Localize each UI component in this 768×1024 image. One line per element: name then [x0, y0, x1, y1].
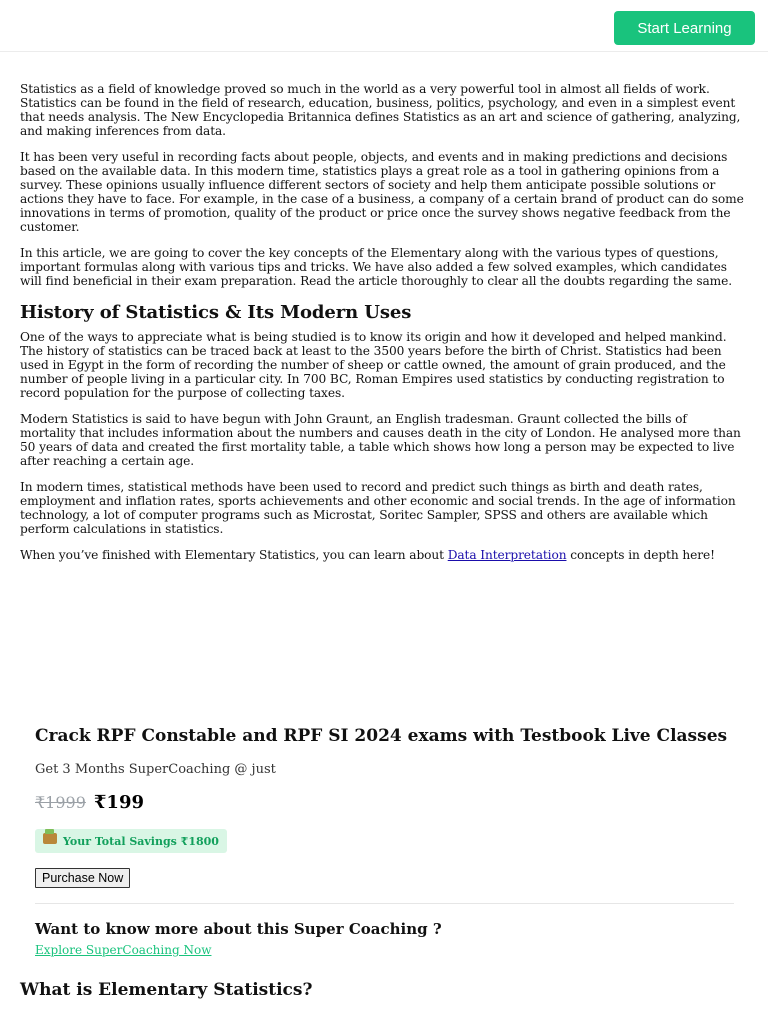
closing-text-prefix: When you’ve finished with Elementary Statistics, you can learn about: [20, 548, 448, 562]
savings-badge: [35, 829, 227, 853]
data-interpretation-link[interactable]: Data Interpretation: [447, 548, 567, 562]
promo-divider: [35, 903, 734, 904]
top-bar: [0, 0, 768, 52]
intro-paragraph-2: It has been very useful in recording facts about people, objects, and events and in making predictions and decisions based on the available data. In this modern time, statistics plays a great role as a tool in gathering opinions from a survey. These opinions usually influence different sectors of society and help them anticipate possible solutions or actions they have to face. For example, in the case of a business, a company of a certain brand of product can do some innovations in terms of promotion, quality of the product or price once the survey shows negative feedback from the customer.: [20, 150, 744, 234]
savings-text: Your Total Savings ₹1800: [63, 834, 219, 848]
purchase-now-button[interactable]: Purchase Now: [35, 868, 130, 888]
discounted-price: ₹199: [93, 792, 145, 813]
elementary-statistics-heading: What is Elementary Statistics?: [20, 980, 313, 1000]
promo-subtitle: Get 3 Months SuperCoaching @ just: [35, 762, 276, 777]
closing-text-suffix: concepts in depth here!: [566, 548, 715, 562]
intro-paragraph-3: In this article, we are going to cover the key concepts of the Elementary along with the various types of questions, important formulas along with various tips and tricks. We have also added a few solved examples, which candidates will find beneficial in their exam preparation. Read the article thoroughly to clear all the doubts regarding the same.: [20, 246, 732, 288]
intro-paragraph-1: Statistics as a field of knowledge proved so much in the world as a very powerful tool in almost all fields of work. Statistics can be found in the field of research, education, business, politics, psychology, and even in a simplest event that needs analysis. The New Encyclopedia Britannica defines Statistics as an art and science of gathering, analyzing, and making inferences from data.: [20, 82, 741, 138]
history-paragraph-3: In modern times, statistical methods have been used to record and predict such things as birth and death rates, employment and inflation rates, sports achievements and other economic and social trends. In the age of information technology, a lot of computer programs such as Microstat, Soritec Sampler, SPSS and others are available which perform calculations in statistics.: [20, 480, 736, 536]
explore-supercoaching-link[interactable]: Explore SuperCoaching Now: [35, 943, 212, 957]
know-more-heading: Want to know more about this Super Coaching ?: [35, 920, 442, 938]
supercoaching-promo-card: [35, 722, 734, 958]
price-row: [35, 792, 734, 813]
start-learning-button[interactable]: Start Learning: [614, 11, 755, 45]
promo-title: Crack RPF Constable and RPF SI 2024 exams with Testbook Live Classes: [35, 726, 728, 746]
original-price: ₹1999: [35, 793, 86, 812]
history-paragraph-1: One of the ways to appreciate what is being studied is to know its origin and how it developed and helped mankind. The history of statistics can be traced back at least to the 3500 years before the birth of Christ. Statistics had been used in Egypt in the form of recording the number of sheep or cattle owned, the amount of grain produced, and the number of people living in a particular city. In 700 BC, Roman Empires used statistics by conducting registration to record population for the purpose of collecting taxes.: [20, 330, 727, 400]
wallet-icon: [43, 833, 57, 844]
history-paragraph-2: Modern Statistics is said to have begun with John Graunt, an English tradesman. Graunt collected the bills of mortality that includes information about the numbers and causes death in the city of London. He analysed more than 50 years of data and created the first mortality table, a table which shows how long a person may be expected to live after reaching a certain age.: [20, 412, 741, 468]
closing-paragraph: [20, 548, 744, 562]
article-body: [20, 82, 744, 574]
history-heading: History of Statistics & Its Modern Uses: [20, 302, 412, 323]
